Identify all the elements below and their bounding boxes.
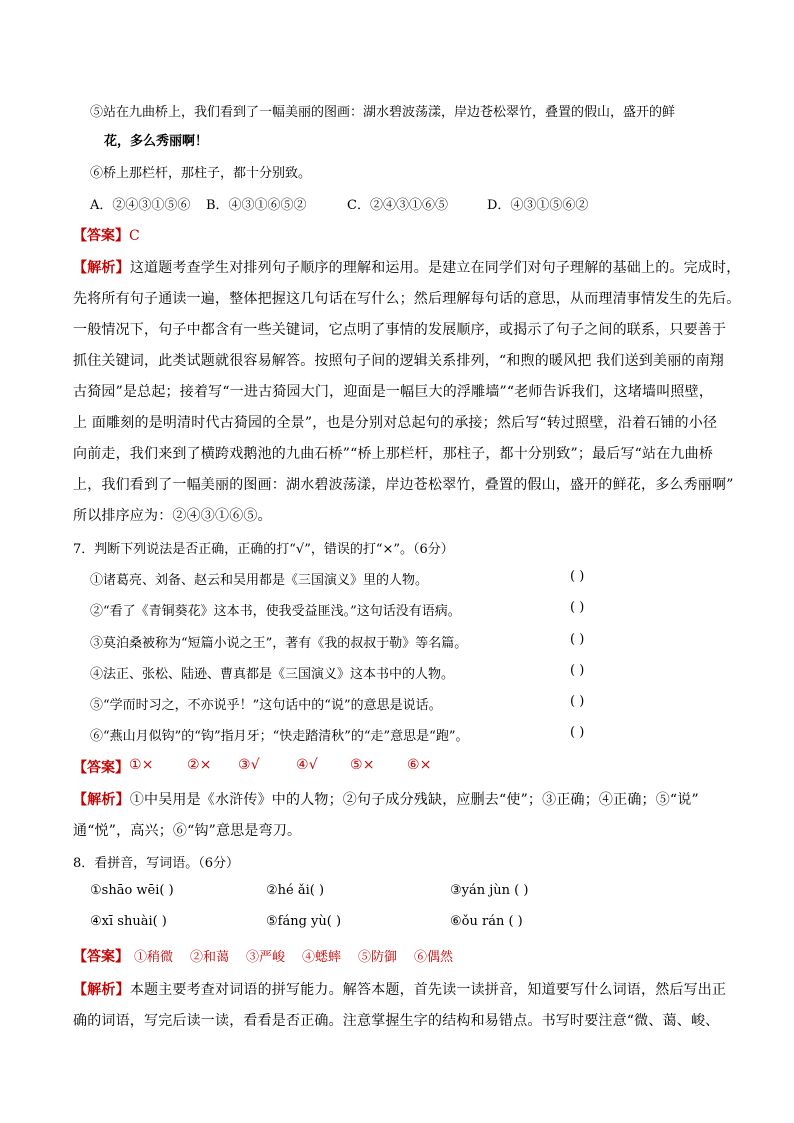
q6-option-c: C．②④③①⑥⑤ <box>347 198 448 213</box>
q7-answer-blank-1[interactable]: ( ) <box>570 569 585 584</box>
analysis-label: 【解析】 <box>73 982 130 998</box>
q6-item-5: ⑤站在九曲桥上，我们看到了一幅美丽的图画：湖水碧波荡漾，岸边苍松翠竹，叠置的假山，盛开的鲜 <box>90 105 676 120</box>
analysis-text: 这道题考查学生对排列句子顺序的理解和运用。是建立在同学们对句子理解的基础上的。完成时， <box>129 260 741 276</box>
analysis-label: 【解析】 <box>73 792 130 808</box>
q7-title: 7．判断下列说法是否正确，正确的打“√”，错误的打“×”。（6分） <box>73 542 454 557</box>
q6-analysis-line-4: 抓住关键词，此类试题就很容易解答。按照句子间的逻辑关系排列，“和煦的暖风把 我们送到美丽的南翔 <box>73 353 725 369</box>
analysis-label: 【解析】 <box>73 260 130 276</box>
q7-answer-blank-3[interactable]: ( ) <box>570 632 585 647</box>
q7-item-3: ③莫泊桑被称为“短篇小说之王”，著有《我的叔叔于勒》等名篇。 <box>90 636 468 651</box>
q8-title: 8．看拼音，写词语。（6分） <box>73 856 240 871</box>
q7-item-5: ⑤“学而时习之，不亦说乎！”这句话中的“说”的意思是说话。 <box>90 698 442 713</box>
q7-answer <box>73 757 129 777</box>
q8-pinyin-6[interactable]: ⑥ǒu rán ( ) <box>450 914 523 929</box>
q8-analysis-line-1 <box>73 979 726 999</box>
q8-pinyin-5[interactable]: ⑤fáng yù( ) <box>266 914 342 929</box>
q8-answer-6: ⑥偶然 <box>414 950 454 965</box>
answer-label: 【答案】 <box>73 949 129 965</box>
q6-analysis-line-2: 先将所有句子通读一遍，整体把握这几句话在写什么；然后理解每句话的意思，从而理清事情发生的先后。 <box>73 291 741 307</box>
q7-item-4: ④法正、张松、陆逊、曹真都是《三国演义》这本书中的人物。 <box>90 667 455 682</box>
q8-pinyin-4[interactable]: ④xī shuài( ) <box>90 914 167 929</box>
q7-answer-3: ③√ <box>238 757 260 773</box>
q7-analysis-line-2: 通“悦”，高兴；⑥“钩”意思是弯刀。 <box>73 823 302 839</box>
q8-answer-5: ⑤防御 <box>358 950 398 965</box>
analysis-text: 本题主要考查对词语的拼写能力。解答本题，首先读一读拼音，知道要写什么词语，然后写出正 <box>129 982 727 998</box>
q7-answer-2: ②× <box>187 757 212 773</box>
q6-item-6: ⑥桥上那栏杆，那柱子，都十分别致。 <box>90 166 312 181</box>
q7-answer-4: ④√ <box>296 757 318 773</box>
q8-answer-4: ④蟋蟀 <box>302 950 342 965</box>
q6-analysis-line-8: 上，我们看到了一幅美丽的图画：湖水碧波荡漾，岸边苍松翠竹，叠置的假山，盛开的鲜花，多么秀丽啊” <box>73 477 734 493</box>
q8-pinyin-1[interactable]: ①shāo wēi( ) <box>90 883 174 898</box>
q6-analysis-line-3: 一般情况下，句子中都含有一些关键词，它点明了事情的发展顺序，或揭示了句子之间的联系，只要善于 <box>73 322 727 338</box>
q8-answer <box>73 946 129 966</box>
answer-label: 【答案】 <box>73 228 129 244</box>
q8-answer-2: ②和蔼 <box>190 950 230 965</box>
q8-analysis-line-2: 确的词语，写完后读一读，看看是否正确。注意掌握生字的结构和易错点。书写时要注意“微、蔼、峻、 <box>73 1013 720 1029</box>
q6-option-a: A．②④③①⑤⑥ <box>90 198 191 213</box>
q7-answer-1: ①× <box>129 757 154 773</box>
q6-analysis-line-5: 古猗园”是总起；接着写“一进古猗园大门，迎面是一幅巨大的浮雕墙”“老师告诉我们，这堵墙叫照壁， <box>73 384 714 400</box>
q7-item-1: ①诸葛亮、刘备、赵云和吴用都是《三国演义》里的人物。 <box>90 573 429 588</box>
analysis-text: ①中吴用是《水浒传》中的人物；②句子成分残缺，应删去“使”；③正确；④正确；⑤“说” <box>129 792 699 808</box>
q8-pinyin-3[interactable]: ③yán jùn ( ) <box>450 883 529 898</box>
q7-answer-blank-5[interactable]: ( ) <box>570 694 585 709</box>
q8-answer-1: ①稍微 <box>134 950 174 965</box>
q6-analysis-line-9: 所以排序应为：②④③①⑥⑤。 <box>73 508 272 524</box>
q8-pinyin-2[interactable]: ②hé ǎi( ) <box>266 883 325 898</box>
answer-value: C <box>129 228 140 244</box>
q8-answer-3: ③严峻 <box>246 950 286 965</box>
q7-answer-blank-6[interactable]: ( ) <box>570 725 585 740</box>
q6-analysis-line-7: 向前走，我们来到了横跨戏鹅池的九曲石桥”“桥上那栏杆，那柱子，都十分别致”；最后写“站在九曲桥 <box>73 446 714 462</box>
q7-item-6: ⑥“燕山月似钩”的“钩”指月牙；“快走踏清秋”的“走”意思是“跑”。 <box>90 729 469 744</box>
q7-item-2: ②“看了《青铜葵花》这本书，使我受益匪浅。”这句话没有语病。 <box>90 604 461 619</box>
q6-option-d: D．④③①⑤⑥② <box>487 198 589 213</box>
q7-answer-5: ⑤× <box>350 757 375 773</box>
q7-analysis-line-1 <box>73 789 699 809</box>
answer-label: 【答案】 <box>73 760 129 776</box>
q6-analysis-line-1 <box>73 257 740 277</box>
q7-answer-blank-4[interactable]: ( ) <box>570 663 585 678</box>
q6-option-b: B．④③①⑥⑤② <box>206 198 307 213</box>
q6-item-5-continued: 花，多么秀丽啊！ <box>104 134 209 149</box>
q7-answer-6: ⑥× <box>407 757 432 773</box>
q7-answer-blank-2[interactable]: ( ) <box>570 600 585 615</box>
q6-answer <box>73 225 140 245</box>
q6-analysis-line-6: 上 面雕刻的是明清时代古猗园的全景”，也是分别对总起句的承接；然后写“转过照壁，沿着石铺的小径 <box>73 415 718 431</box>
